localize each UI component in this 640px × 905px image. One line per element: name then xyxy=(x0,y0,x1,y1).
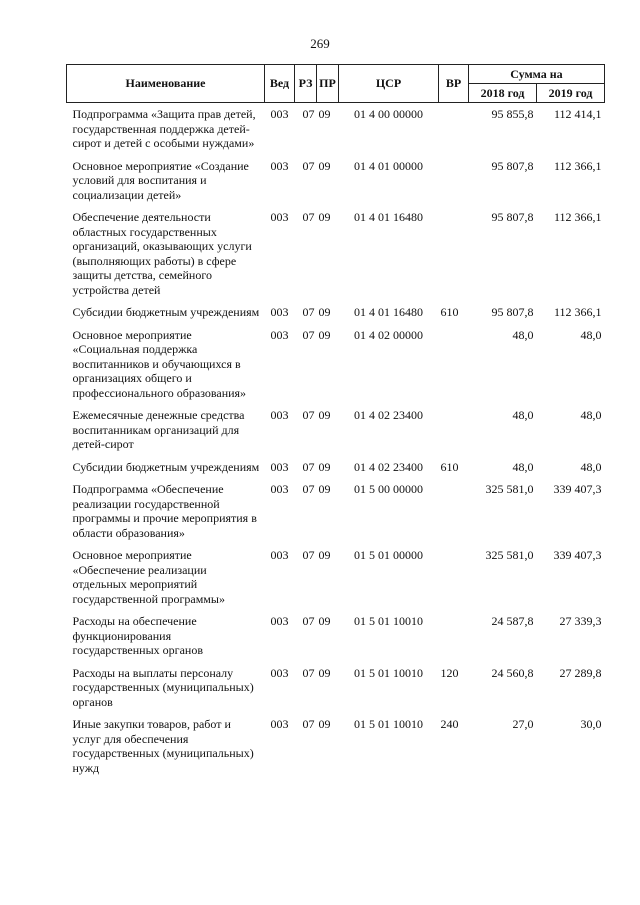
row-vr: 120 xyxy=(440,665,459,680)
row-vr xyxy=(439,103,469,153)
row-sum-2018: 24 560,8 xyxy=(491,665,534,680)
row-rz: 07 xyxy=(302,665,315,680)
table-row xyxy=(67,153,605,205)
table-row xyxy=(67,476,605,542)
row-csr: 01 4 01 16480 xyxy=(354,210,423,224)
row-ved: 003 xyxy=(270,665,289,680)
row-ved: 003 xyxy=(270,614,289,628)
row-sum-2018: 325 581,0 xyxy=(485,548,534,562)
row-vr xyxy=(439,153,469,205)
table-row xyxy=(67,660,605,712)
table-row xyxy=(67,204,605,299)
row-ved: 003 xyxy=(270,717,289,731)
row-ved: 003 xyxy=(270,408,289,422)
row-sum-2018: 24 587,8 xyxy=(491,614,534,628)
row-name: Субсидии бюджетным учреждениям xyxy=(72,305,260,319)
row-sum-2019: 112 366,1 xyxy=(553,305,602,319)
row-vr xyxy=(439,402,469,454)
row-rz: 07 xyxy=(302,717,315,731)
row-name: Иные закупки товаров, работ и услуг для обеспечения государственных (муниципальных) нужд xyxy=(72,717,254,775)
header-year-2019: 2019 год xyxy=(537,84,605,103)
row-sum-2019: 48,0 xyxy=(580,327,602,342)
row-vr: 610 xyxy=(440,305,459,319)
table-row xyxy=(67,454,605,477)
row-sum-2019: 339 407,3 xyxy=(553,548,602,562)
row-name: Основное мероприятие «Обеспечение реализации отдельных мероприятий государственной программы» xyxy=(72,548,225,606)
row-pr: 09 xyxy=(318,107,331,121)
row-sum-2019: 112 414,1 xyxy=(553,107,602,121)
table-row xyxy=(67,711,605,777)
table-row xyxy=(67,322,605,403)
row-rz: 07 xyxy=(302,408,315,422)
row-name: Обеспечение деятельности областных государственных организаций, оказывающих услуги (выполняющих работы) в сфере защиты детства, семейного устройства детей xyxy=(72,210,252,297)
row-csr: 01 5 01 10010 xyxy=(354,614,423,628)
row-sum-2018: 48,0 xyxy=(512,327,534,342)
header-vr: ВР xyxy=(439,65,469,103)
row-pr: 09 xyxy=(318,548,331,562)
header-rz: РЗ xyxy=(295,65,317,103)
row-csr: 01 5 01 00000 xyxy=(354,548,423,562)
row-ved: 003 xyxy=(270,305,289,319)
row-rz: 07 xyxy=(302,548,315,562)
row-rz: 07 xyxy=(302,327,315,342)
row-sum-2018: 325 581,0 xyxy=(485,482,534,496)
header-name: Наименование xyxy=(67,65,265,103)
row-vr xyxy=(439,608,469,660)
row-sum-2019: 112 366,1 xyxy=(553,210,602,224)
row-rz: 07 xyxy=(302,482,315,496)
row-rz: 07 xyxy=(302,210,315,224)
row-name: Расходы на обеспечение функционирования государственных органов xyxy=(72,614,203,657)
row-sum-2019: 27 339,3 xyxy=(559,614,602,628)
row-csr: 01 4 01 00000 xyxy=(354,158,423,173)
row-pr: 09 xyxy=(318,614,331,628)
row-sum-2018: 95 807,8 xyxy=(491,158,534,173)
row-csr: 01 4 01 16480 xyxy=(354,305,423,319)
row-sum-2019: 48,0 xyxy=(580,459,602,474)
row-ved: 003 xyxy=(270,210,289,224)
row-ved: 003 xyxy=(270,548,289,562)
row-rz: 07 xyxy=(302,158,315,173)
row-csr: 01 4 02 00000 xyxy=(354,327,423,342)
row-sum-2018: 95 807,8 xyxy=(491,305,534,319)
row-name: Расходы на выплаты персоналу государственных (муниципальных) органов xyxy=(72,665,254,709)
row-name: Подпрограмма «Защита прав детей, государственная поддержка детей-сирот и детей с особыми нуждами» xyxy=(72,107,256,150)
header-csr: ЦСР xyxy=(339,65,439,103)
row-csr: 01 4 02 23400 xyxy=(354,408,423,422)
row-ved: 003 xyxy=(270,482,289,496)
table-row xyxy=(67,608,605,660)
table-row xyxy=(67,103,605,153)
row-vr xyxy=(439,476,469,542)
row-sum-2019: 112 366,1 xyxy=(553,158,602,173)
header-year-2018: 2018 год xyxy=(469,84,537,103)
row-pr: 09 xyxy=(318,158,331,173)
row-sum-2018: 48,0 xyxy=(512,408,534,422)
row-vr: 610 xyxy=(440,459,459,474)
row-sum-2018: 27,0 xyxy=(512,717,534,731)
row-ved: 003 xyxy=(270,327,289,342)
table-body xyxy=(67,103,605,778)
row-pr: 09 xyxy=(318,305,331,319)
row-sum-2019: 30,0 xyxy=(580,717,602,731)
row-sum-2018: 48,0 xyxy=(512,459,534,474)
row-csr: 01 5 01 10010 xyxy=(354,665,423,680)
row-sum-2019: 27 289,8 xyxy=(559,665,602,680)
row-vr xyxy=(439,204,469,299)
row-csr: 01 4 02 23400 xyxy=(354,459,423,474)
row-vr xyxy=(439,322,469,403)
row-pr: 09 xyxy=(318,717,331,731)
row-name: Ежемесячные денежные средства воспитанникам организаций для детей-сирот xyxy=(72,408,245,451)
row-pr: 09 xyxy=(318,210,331,224)
row-csr: 01 5 01 10010 xyxy=(354,717,423,731)
table-row xyxy=(67,402,605,454)
table-header xyxy=(67,65,605,103)
row-ved: 003 xyxy=(270,107,289,121)
row-pr: 09 xyxy=(318,459,331,474)
row-name: Основное мероприятие «Социальная поддержка воспитанников и обучающихся в организациях общего и профессионального образования» xyxy=(72,327,247,400)
row-pr: 09 xyxy=(318,408,331,422)
row-ved: 003 xyxy=(270,158,289,173)
row-rz: 07 xyxy=(302,459,315,474)
row-vr xyxy=(439,542,469,608)
row-pr: 09 xyxy=(318,665,331,680)
header-sum-group: Сумма на xyxy=(469,65,605,84)
row-rz: 07 xyxy=(302,614,315,628)
row-rz: 07 xyxy=(302,107,315,121)
row-sum-2018: 95 807,8 xyxy=(491,210,534,224)
row-vr: 240 xyxy=(440,717,459,731)
page-number: 269 xyxy=(310,36,330,51)
row-pr: 09 xyxy=(318,482,331,496)
header-pr: ПР xyxy=(317,65,339,103)
budget-table xyxy=(66,64,605,777)
row-sum-2019: 48,0 xyxy=(580,408,602,422)
row-name: Подпрограмма «Обеспечение реализации государственной программы и прочие мероприятия в области образования» xyxy=(72,482,257,540)
row-rz: 07 xyxy=(302,305,315,319)
row-ved: 003 xyxy=(270,459,289,474)
row-sum-2019: 339 407,3 xyxy=(553,482,602,496)
table-row xyxy=(67,542,605,608)
row-name: Основное мероприятие «Создание условий для воспитания и социализации детей» xyxy=(72,158,249,202)
row-csr: 01 4 00 00000 xyxy=(354,107,423,121)
header-ved: Вед xyxy=(265,65,295,103)
row-pr: 09 xyxy=(318,327,331,342)
row-sum-2018: 95 855,8 xyxy=(491,107,534,121)
row-name: Субсидии бюджетным учреждениям xyxy=(72,459,260,474)
row-csr: 01 5 00 00000 xyxy=(354,482,423,496)
table-row xyxy=(67,299,605,322)
